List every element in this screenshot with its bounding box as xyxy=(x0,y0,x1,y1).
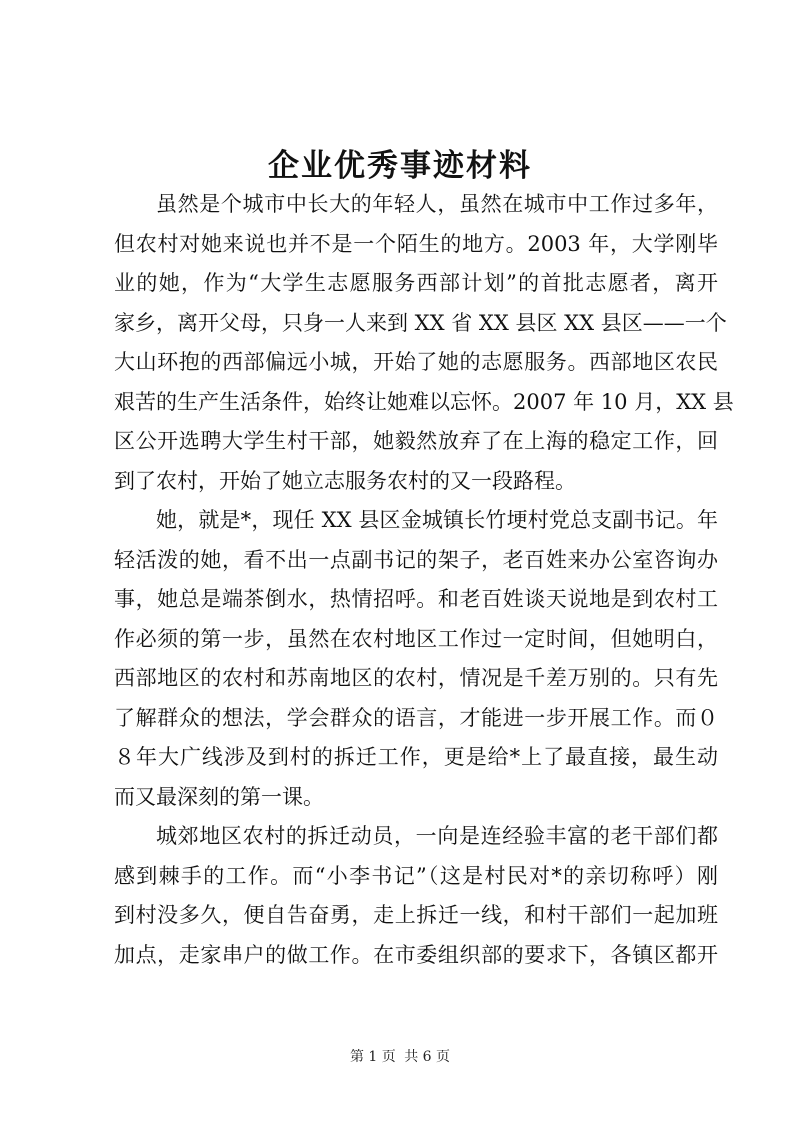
text-line: 到村没多久，便自告奋勇，走上拆迁一线，和村干部们一起加班 xyxy=(114,903,718,927)
text-line: ８年大广线涉及到村的拆迁工作，更是给*上了最直接，最生动 xyxy=(114,745,718,769)
document-title: 企业优秀事迹材料 xyxy=(268,148,532,184)
text-line: 轻活泼的她，看不出一点副书记的架子，老百姓来办公室咨询办 xyxy=(114,547,718,572)
text-line: 业的她，作为“大学生志愿服务西部计划”的首批志愿者，离开 xyxy=(114,271,718,295)
page-number: 第 1 页 xyxy=(349,1049,396,1065)
text-line: 虽然是个城市中长大的年轻人，虽然在城市中工作过多年， xyxy=(156,192,718,216)
text-line: 大山环抱的西部偏远小城，开始了她的志愿服务。西部地区农民 xyxy=(114,350,718,374)
text-line: 她，就是*，现任 XX 县区金城镇长竹埂村党总支副书记。年 xyxy=(156,508,718,532)
text-line: 城郊地区农村的拆迁动员，一向是连经验丰富的老干部们都 xyxy=(156,824,718,848)
text-line: 区公开选聘大学生村干部，她毅然放弃了在上海的稳定工作，回 xyxy=(114,429,718,453)
text-line: 作必须的第一步，虽然在农村地区工作过一定时间，但她明白， xyxy=(114,626,718,651)
document-body xyxy=(114,185,734,975)
text-line: 到了农村，开始了她立志服务农村的又一段路程。 xyxy=(114,468,576,493)
text-line: 而又最深刻的第一课。 xyxy=(114,784,324,809)
text-line: 家乡，离开父母，只身一人来到 XX 省 XX 县区 XX 县区——一个 xyxy=(114,310,727,335)
page-total: 共 6 页 xyxy=(404,1049,451,1065)
text-line: 了解群众的想法，学会群众的语言，才能进一步开展工作。而０ xyxy=(114,705,718,730)
text-line: 但农村对她来说也并不是一个陌生的地方。2003 年，大学刚毕 xyxy=(114,231,718,256)
page-footer xyxy=(0,1046,800,1066)
text-line: 西部地区的农村和苏南地区的农村，情况是千差万别的。只有先 xyxy=(114,666,718,690)
text-line: 加点，走家串户的做工作。在市委组织部的要求下，各镇区都开 xyxy=(114,942,718,967)
text-line: 艰苦的生产生活条件，始终让她难以忘怀。2007 年 10 月，XX 县 xyxy=(114,389,734,414)
text-line: 事，她总是端茶倒水，热情招呼。和老百姓谈天说地是到农村工 xyxy=(114,587,718,611)
text-line: 感到棘手的工作。而“小李书记”（这是村民对*的亲切称呼）刚 xyxy=(114,863,718,888)
